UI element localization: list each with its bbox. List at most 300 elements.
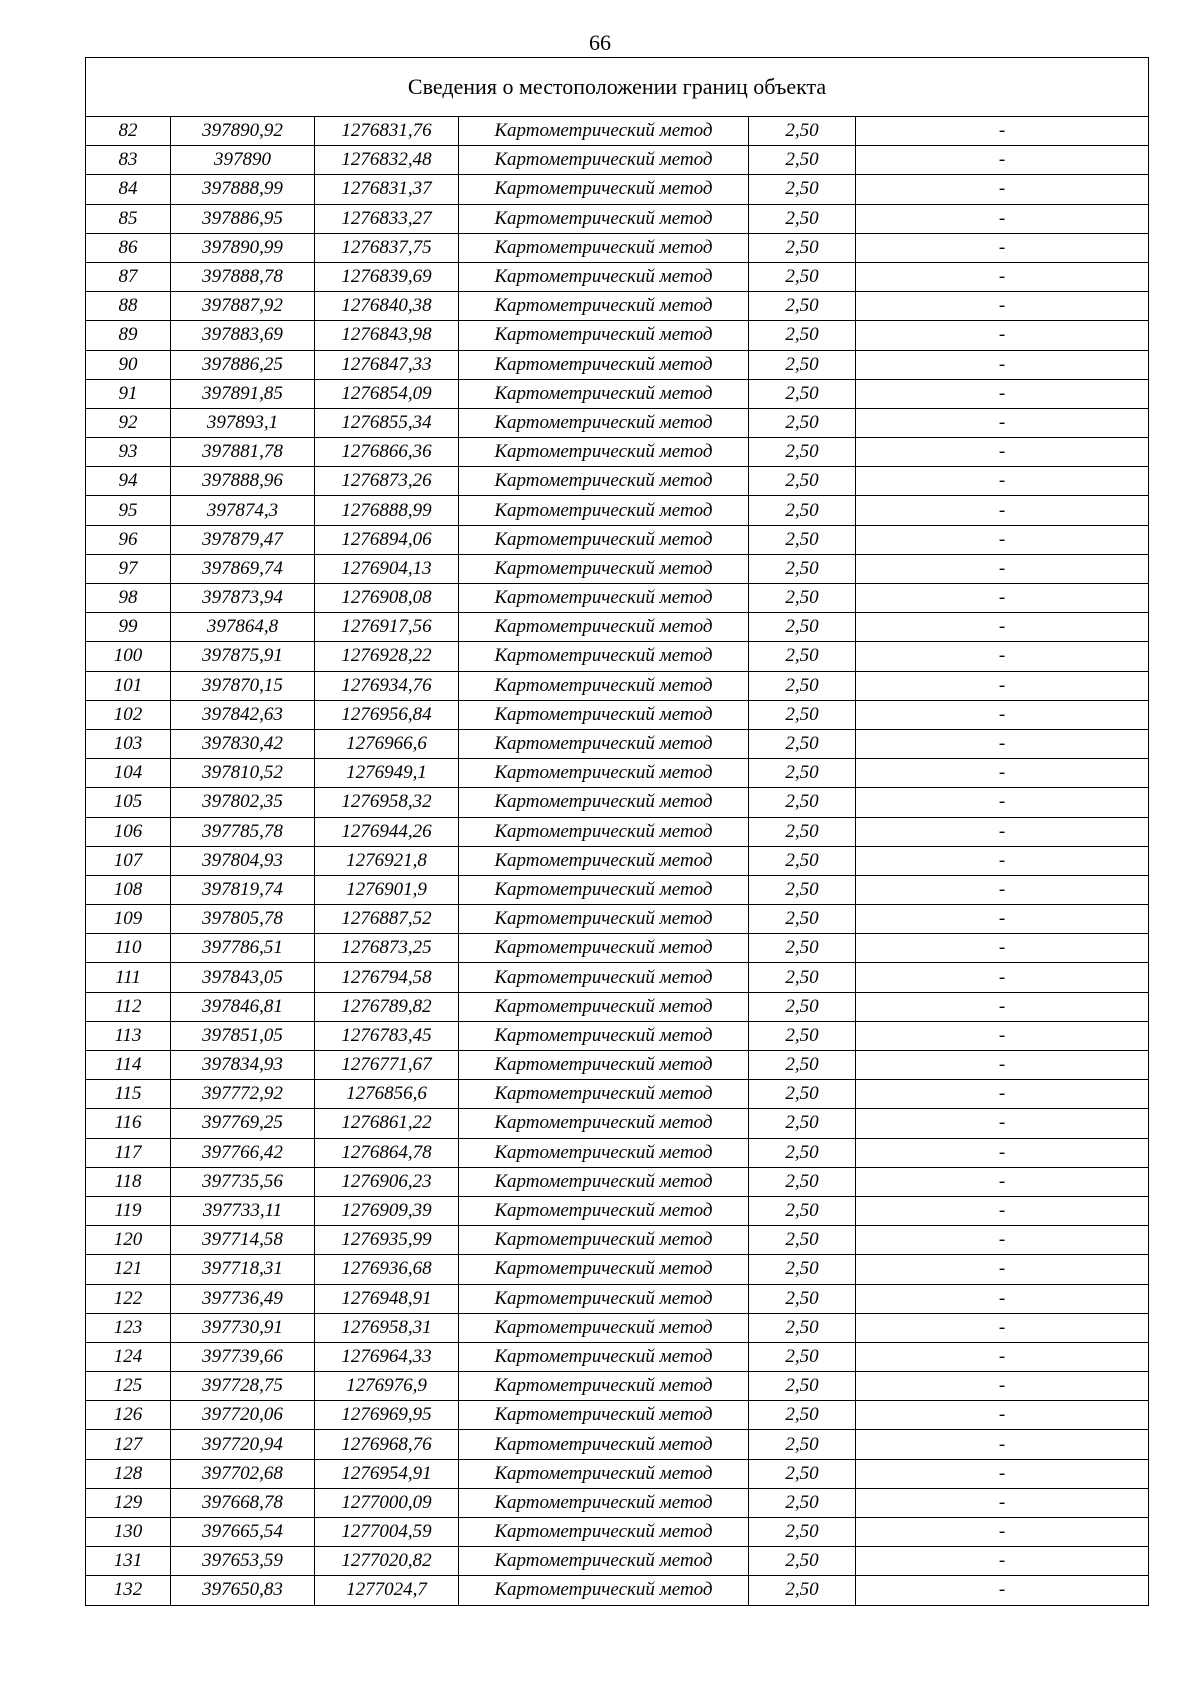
x-coordinate-cell: 397869,74 [171, 554, 315, 583]
accuracy-cell: 2,50 [749, 1313, 856, 1342]
y-coordinate-cell: 1277020,82 [315, 1547, 459, 1576]
point-number-cell: 119 [86, 1196, 171, 1225]
accuracy-cell: 2,50 [749, 729, 856, 758]
x-coordinate-cell: 397802,35 [171, 788, 315, 817]
point-number-cell: 114 [86, 1051, 171, 1080]
description-cell: - [856, 146, 1149, 175]
table-row [86, 1518, 1149, 1547]
accuracy-cell: 2,50 [749, 759, 856, 788]
x-coordinate-cell: 397819,74 [171, 875, 315, 904]
x-coordinate-cell: 397886,95 [171, 204, 315, 233]
accuracy-cell: 2,50 [749, 175, 856, 204]
table-row [86, 992, 1149, 1021]
point-number-cell: 122 [86, 1284, 171, 1313]
point-number-cell: 95 [86, 496, 171, 525]
x-coordinate-cell: 397864,8 [171, 613, 315, 642]
x-coordinate-cell: 397786,51 [171, 934, 315, 963]
y-coordinate-cell: 1276854,09 [315, 379, 459, 408]
accuracy-cell: 2,50 [749, 467, 856, 496]
x-coordinate-cell: 397733,11 [171, 1196, 315, 1225]
method-cell: Картометрический метод [459, 963, 749, 992]
y-coordinate-cell: 1276956,84 [315, 700, 459, 729]
method-cell: Картометрический метод [459, 467, 749, 496]
description-cell: - [856, 613, 1149, 642]
y-coordinate-cell: 1276866,36 [315, 438, 459, 467]
x-coordinate-cell: 397851,05 [171, 1021, 315, 1050]
method-cell: Картометрический метод [459, 1342, 749, 1371]
table-row [86, 1488, 1149, 1517]
x-coordinate-cell: 397873,94 [171, 584, 315, 613]
table-row [86, 788, 1149, 817]
method-cell: Картометрический метод [459, 1080, 749, 1109]
table-row [86, 1284, 1149, 1313]
table-row [86, 321, 1149, 350]
point-number-cell: 97 [86, 554, 171, 583]
x-coordinate-cell: 397886,25 [171, 350, 315, 379]
method-cell: Картометрический метод [459, 262, 749, 291]
boundary-coordinates-table [85, 57, 1149, 1606]
point-number-cell: 126 [86, 1401, 171, 1430]
description-cell: - [856, 788, 1149, 817]
table-row [86, 613, 1149, 642]
table-title: Сведения о местоположении границ объекта [86, 58, 1149, 117]
accuracy-cell: 2,50 [749, 1167, 856, 1196]
method-cell: Картометрический метод [459, 1547, 749, 1576]
description-cell: - [856, 1284, 1149, 1313]
table-row [86, 759, 1149, 788]
description-cell: - [856, 1342, 1149, 1371]
y-coordinate-cell: 1276873,25 [315, 934, 459, 963]
x-coordinate-cell: 397870,15 [171, 671, 315, 700]
method-cell: Картометрический метод [459, 1401, 749, 1430]
description-cell: - [856, 321, 1149, 350]
x-coordinate-cell: 397875,91 [171, 642, 315, 671]
table-row [86, 1051, 1149, 1080]
method-cell: Картометрический метод [459, 1576, 749, 1605]
point-number-cell: 106 [86, 817, 171, 846]
accuracy-cell: 2,50 [749, 350, 856, 379]
x-coordinate-cell: 397665,54 [171, 1518, 315, 1547]
y-coordinate-cell: 1276771,67 [315, 1051, 459, 1080]
method-cell: Картометрический метод [459, 642, 749, 671]
description-cell: - [856, 496, 1149, 525]
accuracy-cell: 2,50 [749, 1518, 856, 1547]
table-row [86, 1255, 1149, 1284]
y-coordinate-cell: 1276888,99 [315, 496, 459, 525]
method-cell: Картометрический метод [459, 117, 749, 146]
accuracy-cell: 2,50 [749, 642, 856, 671]
point-number-cell: 101 [86, 671, 171, 700]
y-coordinate-cell: 1276794,58 [315, 963, 459, 992]
description-cell: - [856, 408, 1149, 437]
method-cell: Картометрический метод [459, 671, 749, 700]
point-number-cell: 108 [86, 875, 171, 904]
method-cell: Картометрический метод [459, 1430, 749, 1459]
point-number-cell: 131 [86, 1547, 171, 1576]
accuracy-cell: 2,50 [749, 1459, 856, 1488]
method-cell: Картометрический метод [459, 1255, 749, 1284]
table-row [86, 1080, 1149, 1109]
description-cell: - [856, 350, 1149, 379]
method-cell: Картометрический метод [459, 875, 749, 904]
point-number-cell: 120 [86, 1226, 171, 1255]
point-number-cell: 125 [86, 1372, 171, 1401]
description-cell: - [856, 1488, 1149, 1517]
y-coordinate-cell: 1276861,22 [315, 1109, 459, 1138]
table-row [86, 1313, 1149, 1342]
table-row [86, 875, 1149, 904]
point-number-cell: 121 [86, 1255, 171, 1284]
x-coordinate-cell: 397890,99 [171, 233, 315, 262]
y-coordinate-cell: 1276964,33 [315, 1342, 459, 1371]
accuracy-cell: 2,50 [749, 146, 856, 175]
x-coordinate-cell: 397888,78 [171, 262, 315, 291]
x-coordinate-cell: 397702,68 [171, 1459, 315, 1488]
accuracy-cell: 2,50 [749, 992, 856, 1021]
x-coordinate-cell: 397736,49 [171, 1284, 315, 1313]
table-row [86, 350, 1149, 379]
method-cell: Картометрический метод [459, 146, 749, 175]
y-coordinate-cell: 1276908,08 [315, 584, 459, 613]
table-row [86, 292, 1149, 321]
method-cell: Картометрический метод [459, 204, 749, 233]
point-number-cell: 88 [86, 292, 171, 321]
accuracy-cell: 2,50 [749, 1226, 856, 1255]
table-row [86, 729, 1149, 758]
table-row [86, 204, 1149, 233]
y-coordinate-cell: 1276831,37 [315, 175, 459, 204]
description-cell: - [856, 1226, 1149, 1255]
y-coordinate-cell: 1276833,27 [315, 204, 459, 233]
table-row [86, 262, 1149, 291]
accuracy-cell: 2,50 [749, 525, 856, 554]
point-number-cell: 90 [86, 350, 171, 379]
table-row [86, 905, 1149, 934]
method-cell: Картометрический метод [459, 817, 749, 846]
description-cell: - [856, 759, 1149, 788]
point-number-cell: 116 [86, 1109, 171, 1138]
x-coordinate-cell: 397785,78 [171, 817, 315, 846]
y-coordinate-cell: 1277000,09 [315, 1488, 459, 1517]
x-coordinate-cell: 397772,92 [171, 1080, 315, 1109]
point-number-cell: 107 [86, 846, 171, 875]
table-row [86, 467, 1149, 496]
table-row [86, 934, 1149, 963]
point-number-cell: 89 [86, 321, 171, 350]
method-cell: Картометрический метод [459, 1196, 749, 1225]
accuracy-cell: 2,50 [749, 1021, 856, 1050]
y-coordinate-cell: 1276958,32 [315, 788, 459, 817]
point-number-cell: 124 [86, 1342, 171, 1371]
table-row [86, 1459, 1149, 1488]
y-coordinate-cell: 1276935,99 [315, 1226, 459, 1255]
accuracy-cell: 2,50 [749, 817, 856, 846]
description-cell: - [856, 584, 1149, 613]
point-number-cell: 82 [86, 117, 171, 146]
method-cell: Картометрический метод [459, 175, 749, 204]
table-row [86, 525, 1149, 554]
x-coordinate-cell: 397728,75 [171, 1372, 315, 1401]
method-cell: Картометрический метод [459, 1459, 749, 1488]
y-coordinate-cell: 1276936,68 [315, 1255, 459, 1284]
description-cell: - [856, 292, 1149, 321]
x-coordinate-cell: 397879,47 [171, 525, 315, 554]
method-cell: Картометрический метод [459, 934, 749, 963]
accuracy-cell: 2,50 [749, 905, 856, 934]
y-coordinate-cell: 1276954,91 [315, 1459, 459, 1488]
method-cell: Картометрический метод [459, 1372, 749, 1401]
description-cell: - [856, 875, 1149, 904]
table-row [86, 1226, 1149, 1255]
x-coordinate-cell: 397805,78 [171, 905, 315, 934]
x-coordinate-cell: 397842,63 [171, 700, 315, 729]
y-coordinate-cell: 1276855,34 [315, 408, 459, 437]
description-cell: - [856, 671, 1149, 700]
description-cell: - [856, 642, 1149, 671]
point-number-cell: 91 [86, 379, 171, 408]
x-coordinate-cell: 397714,58 [171, 1226, 315, 1255]
y-coordinate-cell: 1276906,23 [315, 1167, 459, 1196]
description-cell: - [856, 700, 1149, 729]
y-coordinate-cell: 1277024,7 [315, 1576, 459, 1605]
description-cell: - [856, 117, 1149, 146]
accuracy-cell: 2,50 [749, 379, 856, 408]
description-cell: - [856, 963, 1149, 992]
point-number-cell: 115 [86, 1080, 171, 1109]
x-coordinate-cell: 397843,05 [171, 963, 315, 992]
method-cell: Картометрический метод [459, 1518, 749, 1547]
method-cell: Картометрический метод [459, 350, 749, 379]
y-coordinate-cell: 1276944,26 [315, 817, 459, 846]
description-cell: - [856, 934, 1149, 963]
table-row [86, 671, 1149, 700]
method-cell: Картометрический метод [459, 729, 749, 758]
page-number: 66 [589, 30, 611, 55]
x-coordinate-cell: 397881,78 [171, 438, 315, 467]
description-cell: - [856, 905, 1149, 934]
accuracy-cell: 2,50 [749, 1576, 856, 1605]
x-coordinate-cell: 397893,1 [171, 408, 315, 437]
x-coordinate-cell: 397888,96 [171, 467, 315, 496]
y-coordinate-cell: 1276934,76 [315, 671, 459, 700]
y-coordinate-cell: 1276976,9 [315, 1372, 459, 1401]
description-cell: - [856, 846, 1149, 875]
x-coordinate-cell: 397766,42 [171, 1138, 315, 1167]
table-row [86, 963, 1149, 992]
table-row [86, 1401, 1149, 1430]
description-cell: - [856, 554, 1149, 583]
method-cell: Картометрический метод [459, 1021, 749, 1050]
point-number-cell: 111 [86, 963, 171, 992]
accuracy-cell: 2,50 [749, 1430, 856, 1459]
y-coordinate-cell: 1276894,06 [315, 525, 459, 554]
accuracy-cell: 2,50 [749, 204, 856, 233]
x-coordinate-cell: 397653,59 [171, 1547, 315, 1576]
point-number-cell: 113 [86, 1021, 171, 1050]
accuracy-cell: 2,50 [749, 262, 856, 291]
x-coordinate-cell: 397804,93 [171, 846, 315, 875]
description-cell: - [856, 1138, 1149, 1167]
accuracy-cell: 2,50 [749, 1109, 856, 1138]
point-number-cell: 102 [86, 700, 171, 729]
point-number-cell: 123 [86, 1313, 171, 1342]
table-row [86, 438, 1149, 467]
description-cell: - [856, 525, 1149, 554]
accuracy-cell: 2,50 [749, 233, 856, 262]
y-coordinate-cell: 1276909,39 [315, 1196, 459, 1225]
point-number-cell: 132 [86, 1576, 171, 1605]
description-cell: - [856, 379, 1149, 408]
point-number-cell: 118 [86, 1167, 171, 1196]
y-coordinate-cell: 1276949,1 [315, 759, 459, 788]
description-cell: - [856, 1167, 1149, 1196]
y-coordinate-cell: 1276969,95 [315, 1401, 459, 1430]
y-coordinate-cell: 1276887,52 [315, 905, 459, 934]
point-number-cell: 94 [86, 467, 171, 496]
point-number-cell: 100 [86, 642, 171, 671]
accuracy-cell: 2,50 [749, 1372, 856, 1401]
method-cell: Картометрический метод [459, 1226, 749, 1255]
x-coordinate-cell: 397830,42 [171, 729, 315, 758]
table-row [86, 1576, 1149, 1605]
table-row [86, 846, 1149, 875]
x-coordinate-cell: 397810,52 [171, 759, 315, 788]
point-number-cell: 83 [86, 146, 171, 175]
y-coordinate-cell: 1276832,48 [315, 146, 459, 175]
description-cell: - [856, 175, 1149, 204]
point-number-cell: 127 [86, 1430, 171, 1459]
x-coordinate-cell: 397718,31 [171, 1255, 315, 1284]
method-cell: Картометрический метод [459, 496, 749, 525]
y-coordinate-cell: 1276789,82 [315, 992, 459, 1021]
description-cell: - [856, 1109, 1149, 1138]
description-cell: - [856, 992, 1149, 1021]
accuracy-cell: 2,50 [749, 934, 856, 963]
method-cell: Картометрический метод [459, 408, 749, 437]
point-number-cell: 86 [86, 233, 171, 262]
point-number-cell: 84 [86, 175, 171, 204]
y-coordinate-cell: 1277004,59 [315, 1518, 459, 1547]
description-cell: - [856, 1518, 1149, 1547]
accuracy-cell: 2,50 [749, 963, 856, 992]
method-cell: Картометрический метод [459, 1167, 749, 1196]
description-cell: - [856, 438, 1149, 467]
method-cell: Картометрический метод [459, 321, 749, 350]
description-cell: - [856, 1459, 1149, 1488]
accuracy-cell: 2,50 [749, 1401, 856, 1430]
y-coordinate-cell: 1276928,22 [315, 642, 459, 671]
table-row [86, 584, 1149, 613]
point-number-cell: 93 [86, 438, 171, 467]
point-number-cell: 110 [86, 934, 171, 963]
table-row [86, 1547, 1149, 1576]
method-cell: Картометрический метод [459, 1138, 749, 1167]
y-coordinate-cell: 1276856,6 [315, 1080, 459, 1109]
point-number-cell: 109 [86, 905, 171, 934]
table-row [86, 175, 1149, 204]
y-coordinate-cell: 1276873,26 [315, 467, 459, 496]
x-coordinate-cell: 397650,83 [171, 1576, 315, 1605]
accuracy-cell: 2,50 [749, 292, 856, 321]
accuracy-cell: 2,50 [749, 875, 856, 904]
description-cell: - [856, 1576, 1149, 1605]
y-coordinate-cell: 1276966,6 [315, 729, 459, 758]
table-row [86, 1138, 1149, 1167]
x-coordinate-cell: 397739,66 [171, 1342, 315, 1371]
x-coordinate-cell: 397730,91 [171, 1313, 315, 1342]
y-coordinate-cell: 1276904,13 [315, 554, 459, 583]
y-coordinate-cell: 1276968,76 [315, 1430, 459, 1459]
description-cell: - [856, 1051, 1149, 1080]
description-cell: - [856, 262, 1149, 291]
table-title-row [86, 58, 1149, 117]
table-row [86, 233, 1149, 262]
point-number-cell: 128 [86, 1459, 171, 1488]
accuracy-cell: 2,50 [749, 1051, 856, 1080]
table-row [86, 642, 1149, 671]
table-row [86, 146, 1149, 175]
point-number-cell: 99 [86, 613, 171, 642]
description-cell: - [856, 467, 1149, 496]
table-row [86, 496, 1149, 525]
method-cell: Картометрический метод [459, 233, 749, 262]
x-coordinate-cell: 397890 [171, 146, 315, 175]
point-number-cell: 117 [86, 1138, 171, 1167]
x-coordinate-cell: 397769,25 [171, 1109, 315, 1138]
accuracy-cell: 2,50 [749, 321, 856, 350]
point-number-cell: 98 [86, 584, 171, 613]
description-cell: - [856, 1196, 1149, 1225]
accuracy-cell: 2,50 [749, 1255, 856, 1284]
method-cell: Картометрический метод [459, 1284, 749, 1313]
x-coordinate-cell: 397891,85 [171, 379, 315, 408]
table-row [86, 554, 1149, 583]
y-coordinate-cell: 1276783,45 [315, 1021, 459, 1050]
x-coordinate-cell: 397887,92 [171, 292, 315, 321]
x-coordinate-cell: 397890,92 [171, 117, 315, 146]
description-cell: - [856, 1080, 1149, 1109]
x-coordinate-cell: 397883,69 [171, 321, 315, 350]
method-cell: Картометрический метод [459, 846, 749, 875]
description-cell: - [856, 1401, 1149, 1430]
point-number-cell: 129 [86, 1488, 171, 1517]
accuracy-cell: 2,50 [749, 1342, 856, 1371]
y-coordinate-cell: 1276847,33 [315, 350, 459, 379]
x-coordinate-cell: 397735,56 [171, 1167, 315, 1196]
method-cell: Картометрический метод [459, 379, 749, 408]
x-coordinate-cell: 397834,93 [171, 1051, 315, 1080]
method-cell: Картометрический метод [459, 992, 749, 1021]
table-row [86, 1430, 1149, 1459]
y-coordinate-cell: 1276840,38 [315, 292, 459, 321]
accuracy-cell: 2,50 [749, 1080, 856, 1109]
accuracy-cell: 2,50 [749, 408, 856, 437]
description-cell: - [856, 1372, 1149, 1401]
table-row [86, 117, 1149, 146]
table-row [86, 1342, 1149, 1371]
accuracy-cell: 2,50 [749, 438, 856, 467]
accuracy-cell: 2,50 [749, 1196, 856, 1225]
x-coordinate-cell: 397846,81 [171, 992, 315, 1021]
accuracy-cell: 2,50 [749, 613, 856, 642]
table-row [86, 408, 1149, 437]
method-cell: Картометрический метод [459, 584, 749, 613]
x-coordinate-cell: 397874,3 [171, 496, 315, 525]
accuracy-cell: 2,50 [749, 554, 856, 583]
y-coordinate-cell: 1276839,69 [315, 262, 459, 291]
point-number-cell: 96 [86, 525, 171, 554]
y-coordinate-cell: 1276958,31 [315, 1313, 459, 1342]
